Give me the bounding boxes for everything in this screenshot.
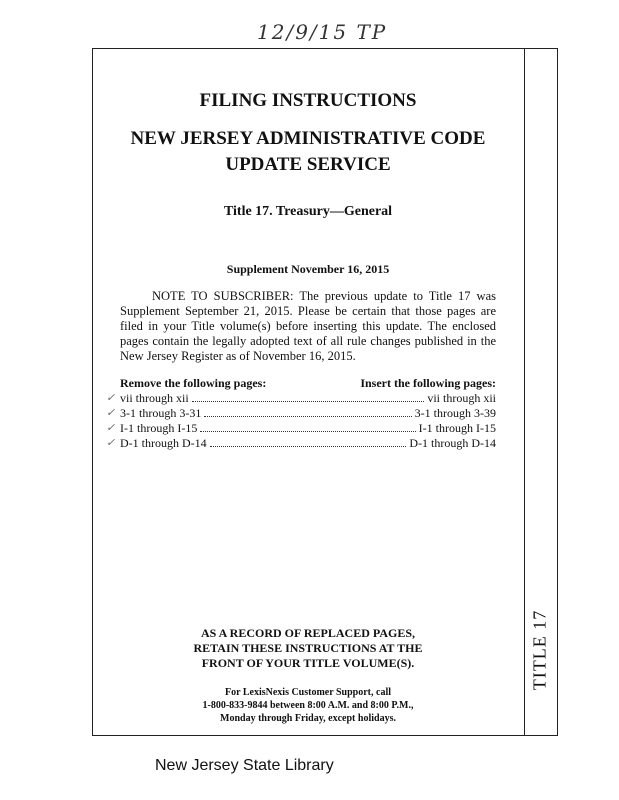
remove-pages: 3-1 through 3-31 <box>120 406 202 420</box>
title-tab <box>524 600 556 700</box>
library-footer: New Jersey State Library <box>155 757 334 774</box>
dot-leader <box>200 422 415 432</box>
remove-pages: D-1 through D-14 <box>120 436 207 450</box>
table-row <box>106 406 496 421</box>
dot-leader <box>192 392 425 402</box>
insert-pages: vii through xii <box>427 391 496 405</box>
table-row <box>106 421 496 436</box>
page-replacement-table <box>106 376 496 451</box>
table-header <box>120 376 496 391</box>
insert-header: Insert the following pages: <box>360 376 496 390</box>
code-title-line1: NEW JERSEY ADMINISTRATIVE CODE <box>130 128 486 149</box>
remove-pages: I-1 through I-15 <box>120 421 198 435</box>
record-line: RETAIN THESE INSTRUCTIONS AT THE <box>193 641 423 655</box>
code-title <box>92 126 524 178</box>
checkmark-icon: ✓ <box>106 392 116 404</box>
record-line: FRONT OF YOUR TITLE VOLUME(S). <box>201 656 415 670</box>
support-line: Monday through Friday, except holidays. <box>220 713 396 724</box>
remove-header: Remove the following pages: <box>120 376 267 390</box>
subscriber-note: NOTE TO SUBSCRIBER: The previous update to Title 17 was Supplement September 21, 2015. Please be certain that those pages are filed in your Title volume(s) before inserting this update. The enclosed pages contain the legally adopted text of all rule changes published in the New Jersey Register as of November 16, 2015. <box>120 289 496 363</box>
insert-pages: 3-1 through 3-39 <box>414 406 496 420</box>
checkmark-icon: ✓ <box>106 422 116 434</box>
title-name: Title 17. Treasury—General <box>223 204 393 219</box>
remove-pages: vii through xii <box>120 391 189 405</box>
dot-leader <box>204 407 411 417</box>
insert-pages: D-1 through D-14 <box>409 436 496 450</box>
record-notice <box>92 626 524 671</box>
support-line: For LexisNexis Customer Support, call <box>224 687 391 698</box>
tab-label: TITLE 17 <box>529 609 550 691</box>
checkmark-icon: ✓ <box>106 407 116 419</box>
customer-support <box>92 686 524 725</box>
support-line: 1-800-833-9844 between 8:00 A.M. and 8:00 P.M., <box>202 700 414 711</box>
checkmark-icon: ✓ <box>106 437 116 449</box>
record-line: AS A RECORD OF REPLACED PAGES, <box>200 626 416 640</box>
page-title: FILING INSTRUCTIONS <box>199 90 417 111</box>
supplement-date: Supplement November 16, 2015 <box>226 262 390 276</box>
insert-pages: I-1 through I-15 <box>418 421 496 435</box>
table-row <box>106 436 496 451</box>
instructions-content <box>92 48 524 724</box>
dot-leader <box>210 437 407 447</box>
code-title-line2: UPDATE SERVICE <box>225 154 391 175</box>
table-row <box>106 391 496 406</box>
handwritten-date: 12/9/15 TP <box>257 20 388 44</box>
